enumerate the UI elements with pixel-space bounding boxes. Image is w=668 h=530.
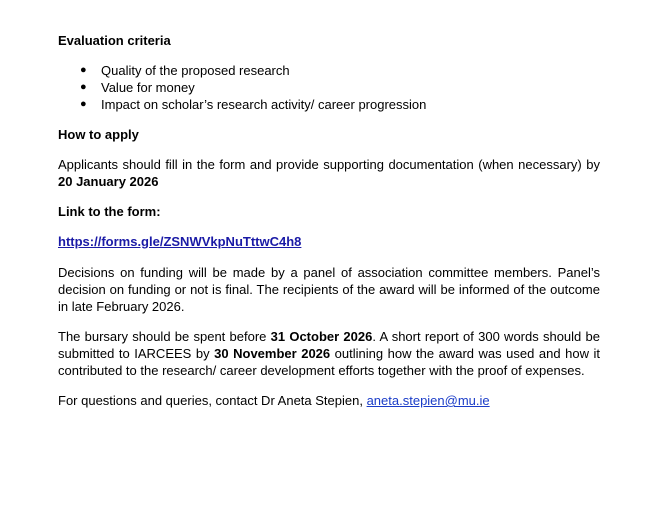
contact-paragraph [58, 392, 600, 409]
application-deadline: 20 January 2026 [58, 174, 159, 189]
criteria-item-label: Quality of the proposed research [101, 63, 290, 78]
criteria-list [58, 62, 600, 113]
contact-text: For questions and queries, contact Dr Aneta Stepien, [58, 393, 367, 408]
evaluation-criteria-heading: Evaluation criteria [58, 33, 171, 48]
report-by-date: 30 November 2026 [214, 346, 331, 361]
list-item [58, 96, 600, 113]
bursary-paragraph [58, 328, 600, 379]
form-link-heading: Link to the form: [58, 204, 161, 219]
list-item [58, 79, 600, 96]
list-item [58, 62, 600, 79]
bursary-text-2: . A short report of 300 words should be submitted to IARCEES by [58, 329, 600, 361]
form-link-paragraph [58, 233, 600, 251]
bullet-icon: ● [80, 81, 87, 93]
decisions-paragraph: Decisions on funding will be made by a panel of association committee members. Panel’s decision on funding or not is final. The recipients of the award will be informed of the outcome in late February 2026. [58, 265, 600, 314]
bursary-text-1: The bursary should be spent before [58, 329, 271, 344]
bullet-icon: ● [80, 64, 87, 76]
form-link[interactable]: https://forms.gle/ZSNWVkpNuTttwC4h8 [58, 234, 302, 249]
how-to-apply-paragraph [58, 156, 600, 190]
email-link[interactable]: aneta.stepien@mu.ie [366, 393, 490, 408]
bullet-icon: ● [80, 98, 87, 110]
spend-by-date: 31 October 2026 [270, 329, 373, 344]
criteria-item-label: Impact on scholar’s research activity/ career progression [101, 97, 427, 112]
how-to-apply-text: Applicants should fill in the form and provide supporting documentation (when necessary) by [58, 157, 600, 172]
how-to-apply-heading: How to apply [58, 127, 139, 142]
document-page [58, 32, 600, 409]
bursary-text-3: outlining how the award was used and how it contributed to the research/ career development efforts together with the proof of expenses. [58, 346, 600, 378]
criteria-item-label: Value for money [101, 80, 195, 95]
